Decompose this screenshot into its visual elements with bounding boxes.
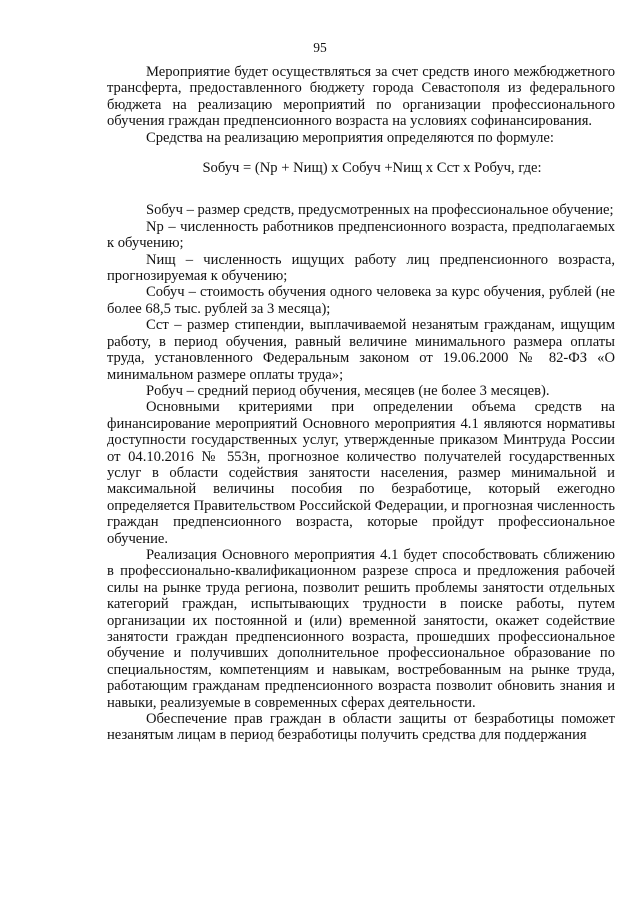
paragraph-rights: Обеспечение прав граждан в области защиты от безработицы поможет незанятым лицам в период безработицы получить средства для поддержания xyxy=(107,711,615,744)
formula: Sобуч = (Np + Nищ) x Cобуч +Nищ x Сст x Pобуч, где: xyxy=(202,160,542,177)
paragraph-implementation: Реализация Основного мероприятия 4.1 будет способствовать сближению в профессионально-квалификационном разрезе спроса и предложения рабочей силы на рынке труда региона, позволит решить проблемы занятости отдельных категорий граждан, испытывающих трудности в поиске работы, путем организации их постоянной и (или) временной занятости, окажет содействие занятости граждан предпенсионного возраста, прошедших профессиональное обучение и получивших дополнительное профессиональное образование по специальностям, компетенциям и навыкам, востребованным на рынке труда, работающим гражданам предпенсионного возраста позволит обновить знания и навыки, реализуемые в современных сферах деятельности. xyxy=(107,546,615,711)
page-number: 95 xyxy=(313,40,327,55)
definition-np: Np – численность работников предпенсионного возраста, предполагаемых к обучению; xyxy=(107,218,615,252)
definition-nish: Nищ – численность ищущих работу лиц предпенсионного возраста, прогнозируемая к обучению; xyxy=(107,251,615,285)
definition-sst: Сст – размер стипендии, выплачиваемой незанятым гражданам, ищущим работу, в период обучения, равный величине минимального размера оплаты труда, установленного Федеральным законом от 19.06.2000 № 82-ФЗ «О минимальном размере оплаты труда»; xyxy=(107,317,615,383)
paragraph-funding-source: Мероприятие будет осуществляться за счет средств иного межбюджетного трансферта, предоставленного бюджету города Севастополя из федерального бюджета на реализацию мероприятий по организации профессионального обучения граждан предпенсионного возраста на условиях софинансирования. xyxy=(107,64,615,130)
paragraph-formula-intro: Средства на реализацию мероприятия определяются по формуле: xyxy=(146,129,554,146)
definition-p-obuch: Pобуч – средний период обучения, месяцев (не более 3 месяцев). xyxy=(146,382,550,399)
paragraph-criteria: Основными критериями при определении объема средств на финансирование мероприятий Основного мероприятия 4.1 являются нормативы доступности государственных услуг, утвержденные приказом Минтруда России от 04.10.2016 № 553н, прогнозное количество получателей государственных услуг в области содействия занятости населения, размер минимальной и максимальной величины пособия по безработице, который ежегодно определяется Правительством Российской Федерации, и прогнозная численность граждан предпенсионного возраста, которые пройдут профессиональное обучение. xyxy=(107,399,615,547)
definition-s-obuch: Sобуч – размер средств, предусмотренных на профессиональное обучение; xyxy=(146,202,614,219)
document-body xyxy=(107,64,615,744)
definition-c-obuch: Cобуч – стоимость обучения одного человека за курс обучения, рублей (не более 68,5 тыс. рублей за 3 месяца); xyxy=(107,284,615,317)
